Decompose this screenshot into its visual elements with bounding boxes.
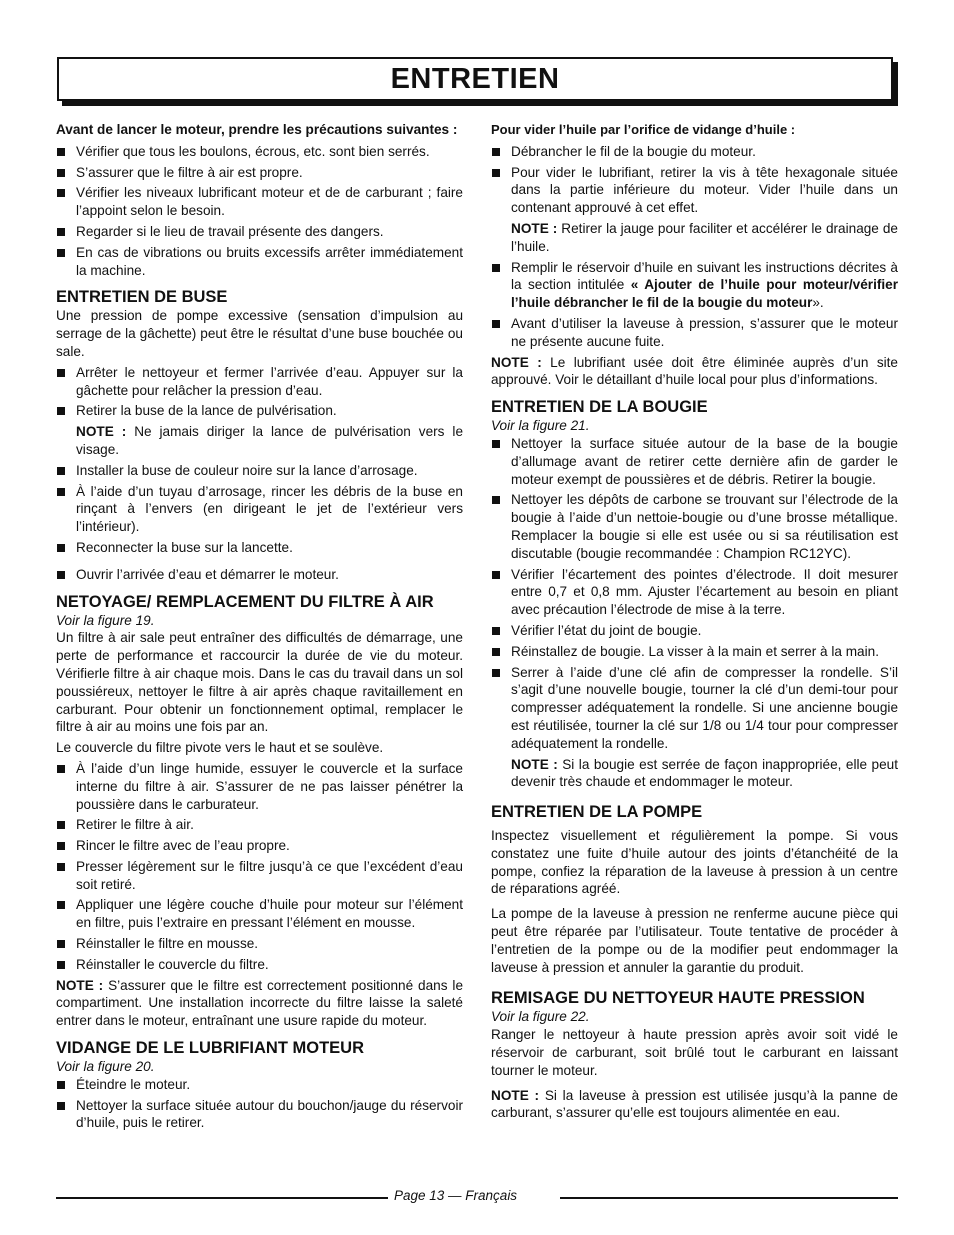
list-item: Rincer le filtre avec de l’eau propre. [56, 837, 463, 855]
note-label: NOTE : [76, 424, 127, 440]
section-heading-bougie: ENTRETIEN DE LA BOUGIE [491, 398, 708, 417]
list-item [491, 259, 898, 312]
item-bold-text: « Ajouter de l’huile pour moteur/vérifier l’huile débrancher le fil de la bougie du moteur [511, 277, 899, 311]
section-heading-buse: ENTRETIEN DE BUSE [56, 288, 228, 307]
note-label: NOTE : [511, 220, 558, 236]
intro-text: Avant de lancer le moteur, prendre les précautions suivantes : [56, 122, 458, 137]
note-label: NOTE : [511, 756, 558, 772]
bougie-list [491, 435, 898, 753]
list-item: Vérifier l’état du joint de bougie. [491, 622, 898, 640]
filtre-list [56, 760, 463, 974]
note-text: Retirer la jauge pour faciliter et accélérer le drainage de l’huile. [511, 220, 898, 254]
remisage-paragraph: Ranger le nettoyeur à haute pression après avoir soit vidé le réservoir de carburant, soit brûlé tout le carburant en laissant tourner le moteur. [491, 1027, 898, 1078]
intro-list [56, 143, 463, 280]
note-label: NOTE : [56, 977, 104, 993]
list-item: Pour vider le lubrifiant, retirer la vis à tête hexagonale située dans la partie inférieure du moteur. Vider l’huile dans un contenant approuvé à cet effet. [491, 164, 898, 217]
section-heading-filtre: NETOYAGE/ REMPLACEMENT DU FILTRE À AIR [56, 592, 434, 611]
list-item: Débrancher le fil de la bougie du moteur. [491, 143, 898, 161]
item-text: Remplir le réservoir d’huile en suivant les instructions décrites à la section intitulée [511, 259, 898, 293]
list-item: Nettoyer la surface située autour du bouchon/jauge du réservoir d’huile, puis le retirer. [56, 1097, 463, 1133]
list-item: Vérifier les niveaux lubrificant moteur et de de carburant ; faire l’appoint selon le besoin. [56, 184, 463, 220]
list-item: Réinstallez de bougie. La visser à la main et serrer à la main. [491, 643, 898, 661]
section-heading-remisage: REMISAGE DU NETTOYEUR HAUTE PRESSION [491, 989, 865, 1008]
buse-list [56, 364, 463, 420]
section-heading-pompe: ENTRETIEN DE LA POMPE [491, 803, 703, 822]
vider-list [491, 143, 898, 217]
list-item: S’assurer que le filtre à air est propre. [56, 164, 463, 182]
section-heading-vidange: VIDANGE DE LE LUBRIFIANT MOTEUR [56, 1039, 364, 1058]
note-text: Si la bougie est serrée de façon inappropriée, elle peut devenir très chaude et endommager le moteur. [511, 756, 898, 790]
list-item: Serrer à l’aide d’une clé afin de compresser la rondelle. S’il s’agit d’une nouvelle bougie, tourner la clé d’un demi-tour pour compresser adéquatement la rondelle. Si une ancienne bougie est réutilisée, tourner la clé sur 1/8 ou 1/4 tour pour compresser adéquatement la rondelle. [491, 664, 898, 753]
footer-rule-left [56, 1197, 388, 1199]
filtre-note [56, 977, 463, 1030]
list-item: Réinstaller le couvercle du filtre. [56, 956, 463, 974]
title-box [57, 57, 893, 101]
filtre-paragraph-2: Le couvercle du filtre pivote vers le haut et se soulève. [56, 740, 384, 756]
vider-lead: Pour vider l’huile par l’orifice de vidange d’huile : [491, 122, 796, 137]
vidange-list [56, 1076, 463, 1132]
list-item: En cas de vibrations ou bruits excessifs arrêter immédiatement la machine. [56, 244, 463, 280]
pompe-paragraph-1: Inspectez visuellement et régulièrement la pompe. Si vous constatez une fuite d’huile autour des joints d’étanchéité de la pompe, confiez la réparation de la laveuse à pression à un centre de réparations agréé. [491, 828, 898, 897]
list-item: Avant d’utiliser la laveuse à pression, s’assurer que le moteur ne présente aucune fuite. [491, 315, 898, 351]
vider-note-2 [491, 354, 898, 390]
vider-note [491, 220, 898, 256]
list-item: Retirer le filtre à air. [56, 816, 463, 834]
page-title: ENTRETIEN [390, 62, 560, 95]
left-column [56, 121, 463, 1135]
remisage-note [491, 1087, 898, 1123]
bougie-note [491, 756, 898, 792]
list-item: À l’aide d’un linge humide, essuyer le couvercle et la surface interne du filtre à air. S’assurer de ne pas laisser pénétrer la poussière dans le carburateur. [56, 760, 463, 813]
note-label: NOTE : [491, 354, 542, 370]
buse-list-2 [56, 462, 463, 584]
note-text: Le lubrifiant usée doit être éliminée auprès d’un site approuvé. Voir le détaillant d’huile local pour plus d’informations. [491, 354, 898, 388]
item-text: ». [812, 295, 824, 311]
list-item: Presser légèrement sur le filtre jusqu’à ce que l’excédent d’eau soit retiré. [56, 858, 463, 894]
figure-reference: Voir la figure 20. [56, 1059, 155, 1075]
figure-reference: Voir la figure 22. [491, 1009, 590, 1025]
list-item: Nettoyer la surface située autour de la base de la bougie d’allumage avant de retirer cette dernière afin de garder le moteur exempt de poussières et de débris. Retirer la bougie. [491, 435, 898, 488]
note-label: NOTE : [491, 1087, 540, 1103]
list-item: Arrêter le nettoyeur et fermer l’arrivée d’eau. Appuyer sur la gâchette pour relâcher la pression d’eau. [56, 364, 463, 400]
note-text: Si la laveuse à pression est utilisée jusqu’à la panne de carburant, s’assurer qu’elle est toujours alimentée en eau. [491, 1087, 898, 1121]
buse-note [56, 423, 463, 459]
filtre-paragraph-1: Un filtre à air sale peut entraîner des difficultés de démarrage, une perte de performance et raccourcir la durée de vie du moteur. Vérifierle filtre à air chaque mois. Dans le cas du travail dans un sol poussiéreux, nettoyer le filtre à air après chaque ravitaillement en carburant. Pour obtenir un fonctionnement optimal, remplacer le filtre à air au moins une fois par an. [56, 630, 463, 735]
list-item: Nettoyer les dépôts de carbone se trouvant sur l’électrode de la bougie à l’aide d’un nettoie-bougie ou d’une brosse métallique. Remplacer la bougie si elle est usée ou si sa réutilisation est discutable (bougie recommandée : Champion RC12YC). [491, 491, 898, 562]
footer-rule-right [560, 1197, 898, 1199]
list-item: À l’aide d’un tuyau d’arrosage, rincer les débris de la buse en rinçant à l’envers (en dirigeant le jet de l’extérieur vers l’intérieur). [56, 483, 463, 536]
list-item: Reconnecter la buse sur la lancette. [56, 539, 463, 557]
title-banner [57, 57, 893, 101]
figure-reference: Voir la figure 21. [491, 418, 590, 434]
pompe-paragraph-2: La pompe de la laveuse à pression ne renferme aucune pièce qui peut être réparée par l’utilisateur. Toute tentative de procéder à l’entretien de la pompe ou de la modifier peut endommager la laveuse à pression et annuler la garantie du produit. [491, 906, 898, 975]
list-item: Installer la buse de couleur noire sur la lance d’arrosage. [56, 462, 463, 480]
list-item: Réinstaller le filtre en mousse. [56, 935, 463, 953]
page-footer: Page 13 — Français [394, 1188, 518, 1203]
note-text: Ne jamais diriger la lance de pulvérisation vers le visage. [76, 424, 463, 457]
figure-reference: Voir la figure 19. [56, 612, 155, 628]
list-item: Appliquer une légère couche d’huile pour moteur sur l’élément en filtre, puis l’extraire en pressant l’élément en mousse. [56, 896, 463, 932]
list-item: Vérifier l’écartement des pointes d’électrode. Il doit mesurer entre 0,7 et 0,8 mm. Ajuster l’écartement au besoin en pliant avec précaution l’électrode de mise à la terre. [491, 566, 898, 619]
list-item: Vérifier que tous les boulons, écrous, etc. sont bien serrés. [56, 143, 463, 161]
list-item: Éteindre le moteur. [56, 1076, 463, 1094]
right-column [491, 121, 898, 1125]
list-item: Retirer la buse de la lance de pulvérisation. [56, 402, 463, 420]
list-item: Ouvrir l’arrivée d’eau et démarrer le moteur. [56, 566, 463, 584]
vider-list-2 [491, 259, 898, 351]
buse-paragraph: Une pression de pompe excessive (sensation d’impulsion au serrage de la gâchette) peut être le résultat d’une buse bouchée ou sale. [56, 308, 463, 359]
note-text: S’assurer que le filtre est correctement positionné dans le compartiment. Une installation incorrecte du filtre laisse la saleté entrer dans le moteur, entraînant une usure rapide du moteur. [56, 977, 463, 1029]
list-item: Regarder si le lieu de travail présente des dangers. [56, 223, 463, 241]
